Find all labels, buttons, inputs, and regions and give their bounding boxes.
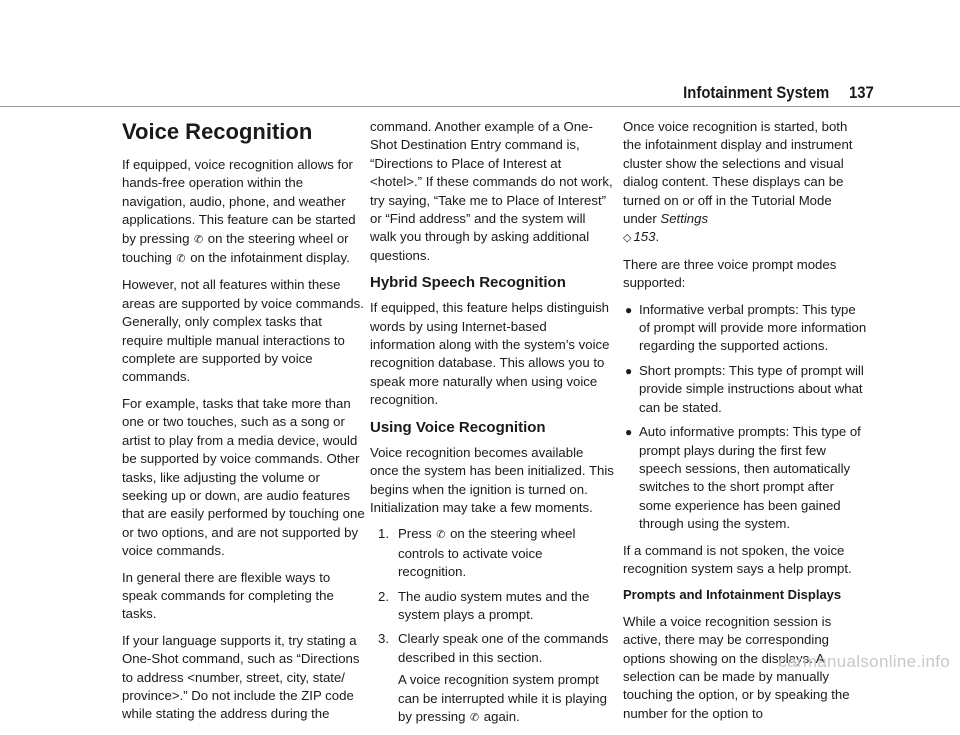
- settings-link[interactable]: Settings: [660, 211, 709, 227]
- step-text: Clearly speak one of the commands described in this section.: [398, 631, 609, 665]
- paragraph-one-shot: If your language supports it, try stating a One-Shot command, such as “Directions to address <number, street, city, state/ province>.” Do not include the ZIP code while stating the address during the: [122, 632, 360, 722]
- list-item: [623, 301, 867, 356]
- list-item: [623, 423, 867, 533]
- paragraph-flexible: In general there are flexible ways to speak commands for completing the tasks.: [122, 569, 334, 622]
- voice-recognition-icon: ✆: [436, 529, 446, 542]
- intro-text-b: on the steering wheel or touching: [122, 230, 349, 266]
- step-number: 1.: [378, 526, 389, 542]
- page-number: 137: [849, 83, 874, 102]
- step-text-b: on the steering wheel controls to activate voice recognition.: [398, 526, 576, 580]
- page-header: [683, 80, 874, 106]
- list-item: [623, 362, 867, 417]
- intro-paragraph: [122, 156, 366, 268]
- steps-list: [370, 525, 614, 727]
- page-title: Voice Recognition: [122, 119, 313, 144]
- paragraph-prompts: While a voice recognition session is active, there may be corresponding options showing on the displays. A selection can be made by manually touching the option, or by speaking the number for the option to: [623, 613, 850, 721]
- paragraph-continued: command. Another example of a One-Shot Destination Entry command is, “Directions to Place of Interest at <hotel>.” If these commands do not work, try saying, “Take me to Place of Interest” or “Find address” and the system will walk you through by asking additional questions.: [370, 119, 613, 263]
- paragraph-supported: However, not all features within these areas are supported by voice commands. Generally, only complex tasks that require multiple manual interactions to complete are supported by voice commands.: [122, 277, 364, 385]
- heading-using: Using Voice Recognition: [370, 418, 546, 436]
- prompt-modes-list: [623, 301, 867, 534]
- section-title: Infotainment System: [683, 83, 830, 102]
- column-1: [122, 118, 366, 732]
- paragraph-modes: There are three voice prompt modes supported:: [623, 256, 837, 291]
- step-item: [378, 588, 614, 625]
- paragraph-example: For example, tasks that take more than one or two touches, such as a song or artist to play from a media device, would be supported by voice commands. Other tasks, like adjusting the volume or seeking up or down, are audio features that are easily performed by touching one or two options, and are not supported by voice commands.: [122, 395, 365, 559]
- header-rule: [0, 106, 960, 107]
- step-subtext-b: again.: [483, 708, 520, 724]
- bullet-icon: ●: [625, 425, 633, 440]
- paragraph-display: [623, 118, 867, 248]
- step-subtext-a: A voice recognition system prompt can be interrupted while it is playing by pressing: [398, 672, 607, 724]
- paragraph-using: Voice recognition becomes available once the system has been initialized. This begins when the ignition is turned on. Initialization may take a few moments.: [370, 444, 614, 515]
- step-number: 3.: [378, 631, 389, 647]
- bullet-text: Short prompts: This type of prompt will provide simple instructions about what can be stated.: [639, 362, 864, 415]
- step-subtext: [398, 671, 614, 727]
- column-2: [370, 118, 614, 735]
- page-reference-icon: ◇: [623, 232, 632, 245]
- step-item: [378, 630, 614, 727]
- bullet-icon: ●: [625, 363, 633, 378]
- intro-text-c: on the infotainment display.: [190, 250, 350, 266]
- step-text-a: Press: [398, 526, 432, 542]
- voice-recognition-icon: ✆: [470, 711, 480, 724]
- heading-hybrid: Hybrid Speech Recognition: [370, 274, 566, 292]
- bullet-text: Informative verbal prompts: This type of prompt will provide more information regarding the supported actions.: [639, 301, 867, 354]
- intro-text-a: If equipped, voice recognition allows for hands-free operation within the navigation, audio, phone, and weather applications. This feature can be started by pressing: [122, 157, 356, 246]
- voice-recognition-icon: ✆: [176, 253, 186, 266]
- column-3: [623, 118, 867, 731]
- step-text: The audio system mutes and the system plays a prompt.: [398, 588, 590, 622]
- paragraph-hybrid: If equipped, this feature helps distinguish words by using Internet-based information along with the system’s voice recognition database. This allows you to speak more naturally when using voice recognition.: [370, 300, 610, 408]
- step-number: 2.: [378, 588, 389, 604]
- bullet-text: Auto informative prompts: This type of prompt plays during the first few speech sessions, then automatically switches to the short prompt after some experience has been gained through using the system.: [639, 424, 861, 532]
- watermark: carmanualsonline.info: [778, 652, 950, 671]
- step-item: [378, 525, 614, 581]
- voice-recognition-icon: ✆: [194, 233, 204, 246]
- heading-prompts: Prompts and Infotainment Displays: [623, 587, 842, 603]
- page-reference[interactable]: 153: [633, 229, 656, 245]
- paragraph-help: If a command is not spoken, the voice recognition system says a help prompt.: [623, 542, 852, 576]
- display-text: Once voice recognition is started, both the infotainment display and instrument cluster show the selections and visual dialog content. These displays can be turned on or off in the Tutorial Mode under: [623, 119, 853, 227]
- sentence-end: .: [655, 229, 660, 245]
- bullet-icon: ●: [625, 302, 633, 317]
